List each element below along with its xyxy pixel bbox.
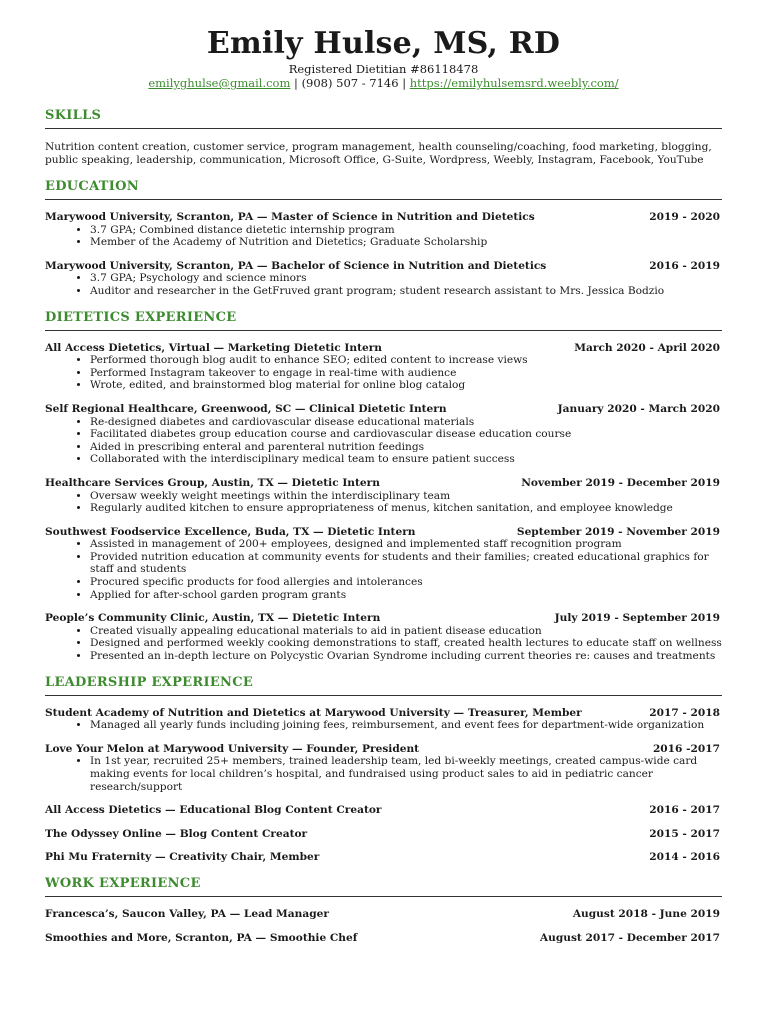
entry-date: July 2019 - September 2019 <box>554 612 720 625</box>
skills-text: Nutrition content creation, customer service, program management, health counseling/coaching, food marketing, blogging, public speaking, leadership, communication, Microsoft Office, G-Suite, Wordpress, Weebly, Instagram, Facebook, YouTube <box>45 141 712 166</box>
entry-bullet: • Member of the Academy of Nutrition and Dietetics; Graduate Scholarship <box>90 236 722 249</box>
entry-bullet: • Provided nutrition education at community events for students and their families; created educational graphics for staff and students <box>90 551 722 576</box>
resume-entry <box>45 526 722 602</box>
entry-heading: Self Regional Healthcare, Greenwood, SC — Clinical Dietetic Intern <box>45 402 447 415</box>
entry-header <box>45 804 722 817</box>
entry-bullet: • Auditor and researcher in the GetFruved grant program; student research assistant to Mrs. Jessica Bodzio <box>90 285 722 298</box>
entry-heading: All Access Dietetics, Virtual — Marketing Dietetic Intern <box>45 341 383 354</box>
entry-header <box>45 851 722 864</box>
entry-bullet: • Performed Instagram takeover to engage in real-time with audience <box>90 367 722 380</box>
entry-date: 2017 - 2018 <box>649 706 720 719</box>
resume-entry <box>45 932 722 945</box>
section-title-dietetics: DIETETICS EXPERIENCE <box>45 310 722 331</box>
leadership-section <box>45 675 722 864</box>
entry-heading: Smoothies and More, Scranton, PA — Smoothie Chef <box>45 931 358 944</box>
resume-entry <box>45 851 722 864</box>
entry-bullet-list <box>45 538 722 601</box>
education-entries <box>45 211 722 298</box>
entry-bullet-list <box>45 755 722 793</box>
entry-bullet: • Facilitated diabetes group education course and cardiovascular disease education course <box>90 428 722 441</box>
entry-heading: Marywood University, Scranton, PA — Bachelor of Science in Nutrition and Dietetics <box>45 259 547 272</box>
resume-entry <box>45 342 722 392</box>
entry-date: 2015 - 2017 <box>649 827 720 840</box>
separator: | <box>294 76 298 90</box>
resume-entry <box>45 477 722 515</box>
entry-heading: All Access Dietetics — Educational Blog Content Creator <box>45 804 382 817</box>
entry-bullet-list <box>45 354 722 392</box>
entry-bullet-list <box>45 719 722 732</box>
contact-line <box>45 76 722 91</box>
entry-header <box>45 211 722 224</box>
entry-bullet: • Performed thorough blog audit to enhance SEO; edited content to increase views <box>90 354 722 367</box>
person-name: Emily Hulse, MS, RD <box>206 26 561 61</box>
entry-heading: People’s Community Clinic, Austin, TX — Dietetic Intern <box>45 612 381 625</box>
entry-bullet: • Regularly audited kitchen to ensure appropriateness of menus, kitchen sanitation, and employee knowledge <box>90 502 722 515</box>
entry-bullet: • Oversaw weekly weight meetings within the interdisciplinary team <box>90 490 722 503</box>
phone-number: (908) 507 - 7146 <box>301 76 399 90</box>
section-title-skills: SKILLS <box>45 108 722 129</box>
resume-header <box>45 26 722 91</box>
entry-bullet: • Assisted in management of 200+ employees, designed and implemented staff recognition program <box>90 538 722 551</box>
entry-date: 2016 - 2019 <box>649 259 720 272</box>
skills-section <box>45 108 722 167</box>
email-link[interactable]: emilyghulse@gmail.com <box>148 76 291 90</box>
website-link[interactable]: https://emilyhulsemsrd.weebly.com/ <box>409 76 619 90</box>
entry-bullet: • Designed and performed weekly cooking demonstrations to staff, created health lectures to educate staff on wellness <box>90 637 722 650</box>
entry-date: 2016 - 2017 <box>649 804 720 817</box>
entry-bullet: • Wrote, edited, and brainstormed blog material for online blog catalog <box>90 379 722 392</box>
entry-bullet: • 3.7 GPA; Combined distance dietetic internship program <box>90 224 722 237</box>
resume-entry <box>45 612 722 662</box>
entry-bullet: • Collaborated with the interdisciplinary medical team to ensure patient success <box>90 453 722 466</box>
entry-bullet: • In 1st year, recruited 25+ members, trained leadership team, led bi-weekly meetings, created campus-wide card making events for local children’s hospital, and fundraised using product sales to aid in pediatric cancer research/support <box>90 755 722 793</box>
entry-heading: Marywood University, Scranton, PA — Master of Science in Nutrition and Dietetics <box>45 211 535 223</box>
entry-header <box>45 526 722 539</box>
entry-date: November 2019 - December 2019 <box>521 476 720 489</box>
entry-header <box>45 477 722 490</box>
entry-header <box>45 932 722 945</box>
entry-bullet-list <box>45 625 722 663</box>
leadership-entries <box>45 707 722 864</box>
dietetics-section <box>45 310 722 663</box>
entry-date: 2019 - 2020 <box>649 211 720 223</box>
entry-bullet: • Aided in prescribing enteral and parenteral nutrition feedings <box>90 441 722 454</box>
resume-entry <box>45 828 722 841</box>
entry-heading: Student Academy of Nutrition and Dietetics at Marywood University — Treasurer, Member <box>45 706 582 719</box>
resume-entry <box>45 211 722 249</box>
entry-heading: The Odyssey Online — Blog Content Creator <box>45 827 308 840</box>
resume-entry <box>45 707 722 732</box>
entry-header <box>45 743 722 756</box>
resume-entry <box>45 743 722 793</box>
entry-header <box>45 260 722 273</box>
section-title-leadership: LEADERSHIP EXPERIENCE <box>45 675 722 696</box>
entry-header <box>45 342 722 355</box>
entry-bullet: • Re-designed diabetes and cardiovascular disease educational materials <box>90 416 722 429</box>
education-section <box>45 179 722 298</box>
entry-bullet: • Created visually appealing educational materials to aid in patient disease education <box>90 625 722 638</box>
resume-entry <box>45 804 722 817</box>
entry-bullet: • Applied for after-school garden program grants <box>90 589 722 602</box>
entry-heading: Healthcare Services Group, Austin, TX — Dietetic Intern <box>45 476 380 489</box>
entry-header <box>45 707 722 720</box>
entry-bullet-list <box>45 224 722 249</box>
entry-bullet: • Presented an in-depth lecture on Polycystic Ovarian Syndrome including current theories re: causes and treatments <box>90 650 722 663</box>
entry-bullet: • 3.7 GPA; Psychology and science minors <box>90 272 722 285</box>
entry-bullet-list <box>45 490 722 515</box>
resume-entry <box>45 260 722 298</box>
resume-entry <box>45 403 722 466</box>
entry-date: March 2020 - April 2020 <box>574 341 720 354</box>
entry-heading: Southwest Foodservice Excellence, Buda, TX — Dietetic Intern <box>45 525 416 538</box>
entry-header <box>45 612 722 625</box>
section-title-education: EDUCATION <box>45 179 722 200</box>
entry-bullet-list <box>45 416 722 466</box>
entry-date: January 2020 - March 2020 <box>557 402 720 415</box>
entry-header <box>45 908 722 921</box>
separator: | <box>402 76 407 90</box>
entry-date: August 2018 - June 2019 <box>572 907 720 920</box>
entry-bullet: • Managed all yearly funds including joining fees, reimbursement, and event fees for department-wide organization <box>90 719 722 732</box>
entry-bullet: • Procured specific products for food allergies and intolerances <box>90 576 722 589</box>
work-entries <box>45 908 722 944</box>
entry-header <box>45 403 722 416</box>
entry-date: 2016 -2017 <box>652 742 720 755</box>
entry-heading: Francesca’s, Saucon Valley, PA — Lead Manager <box>45 907 329 920</box>
entry-date: August 2017 - December 2017 <box>539 931 720 944</box>
dietetics-entries <box>45 342 722 663</box>
resume-entry <box>45 908 722 921</box>
credential-line: Registered Dietitian #86118478 <box>288 62 479 76</box>
entry-heading: Love Your Melon at Marywood University — Founder, President <box>45 742 420 755</box>
entry-heading: Phi Mu Fraternity — Creativity Chair, Member <box>45 851 320 864</box>
entry-bullet-list <box>45 272 722 297</box>
entry-date: 2014 - 2016 <box>649 851 720 864</box>
entry-header <box>45 828 722 841</box>
work-section <box>45 876 722 944</box>
section-title-work: WORK EXPERIENCE <box>45 876 722 897</box>
entry-date: September 2019 - November 2019 <box>516 525 720 538</box>
